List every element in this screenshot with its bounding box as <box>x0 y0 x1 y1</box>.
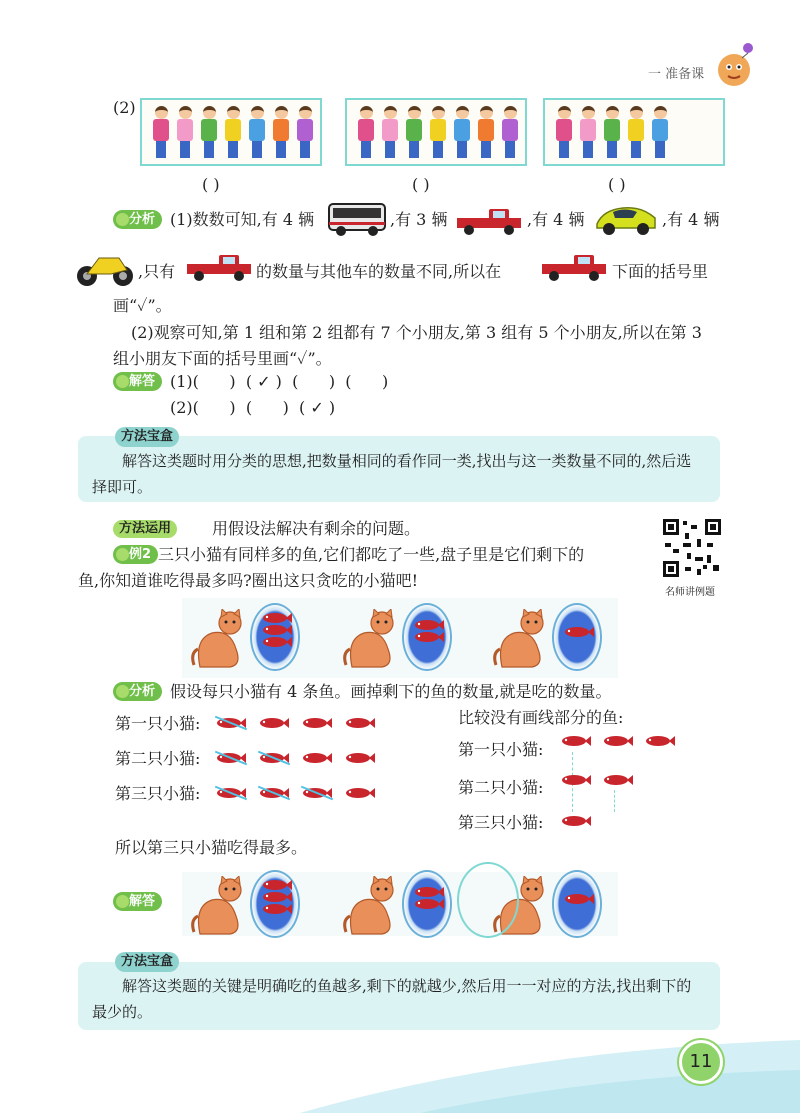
answer1-row1: (1)( ) ( ✓ ) ( ) ( ) <box>170 372 389 391</box>
child-figure <box>603 106 621 160</box>
analysis1-text-c: ,有 4 辆 <box>527 210 585 229</box>
plate <box>402 603 452 671</box>
fish-icon <box>414 898 444 910</box>
page-number: 11 <box>679 1040 723 1084</box>
fish-icon <box>556 774 596 786</box>
answer-tag: 解答 <box>113 892 162 911</box>
truck-icon <box>540 252 608 282</box>
child-figure <box>651 106 669 160</box>
compare-cat1: 第一只小猫: <box>458 740 544 759</box>
mascot-icon <box>712 40 758 92</box>
child-figure <box>357 106 375 160</box>
analysis1-text-a: (1)数数可知,有 4 辆 <box>170 210 315 229</box>
method-use-tag: 方法运用 <box>113 520 177 538</box>
cat-icon <box>342 876 404 936</box>
plate <box>250 603 300 671</box>
child-figure <box>248 106 266 160</box>
fish-icon <box>341 717 379 729</box>
fish-icon <box>640 735 680 747</box>
child-figure <box>429 106 447 160</box>
cat3-label: 第三只小猫: <box>115 784 201 803</box>
analysis1-text-g: 下面的括号里 <box>612 262 709 281</box>
motorcycle-icon <box>75 248 135 288</box>
fish-icon <box>255 717 293 729</box>
compare-cat3: 第三只小猫: <box>458 813 544 832</box>
method-box-1-title: 方法宝盒 <box>115 427 179 447</box>
analysis1-text-f: 的数量与其他车的数量不同,所以在 <box>256 262 502 281</box>
fish-icon <box>598 735 638 747</box>
example2-text-2: 鱼,你知道谁吃得最多吗?圈出这只贪吃的小猫吧! <box>78 571 419 590</box>
fish-icon <box>262 879 292 891</box>
fish-icon <box>341 787 379 799</box>
analysis1-text-i: (2)观察可知,第 1 组和第 2 组都有 7 个小朋友,第 3 组有 5 个小朋友,所以在第 3 <box>131 323 702 342</box>
conclusion-text: 所以第三只小猫吃得最多。 <box>115 838 308 857</box>
bus-icon <box>327 198 387 238</box>
fish-icon <box>414 886 444 898</box>
example2-text-1: 三只小猫有同样多的鱼,它们都吃了一些,盘子里是它们剩下的 <box>158 545 585 564</box>
plate <box>402 870 452 938</box>
qr-caption: 名师讲例题 <box>665 587 715 598</box>
example2-tag: 例2 <box>113 545 158 564</box>
fish-icon <box>564 626 594 638</box>
analysis1-text-h: 画“✓”。 <box>113 296 172 315</box>
analysis1-text-j: 组小朋友下面的括号里画“✓”。 <box>113 349 332 368</box>
answer-paren-1[interactable]: ( ) <box>202 175 220 194</box>
part2-label: (2) <box>113 98 136 117</box>
answer-paren-3[interactable]: ( ) <box>608 175 626 194</box>
selected-cat-circle[interactable] <box>457 862 519 938</box>
analysis-tag: 分析 <box>113 210 162 229</box>
child-figure <box>405 106 423 160</box>
analysis-tag: 分析 <box>113 682 162 701</box>
fish-icon <box>564 893 594 905</box>
compare-cat2: 第二只小猫: <box>458 778 544 797</box>
chapter-header: 一 准备课 <box>648 67 705 82</box>
analysis1-text-d: ,有 4 辆 <box>662 210 720 229</box>
method-box-2-title: 方法宝盒 <box>115 952 179 972</box>
sports-car-icon <box>593 198 659 238</box>
child-figure <box>627 106 645 160</box>
fish-icon <box>262 903 292 915</box>
child-figure <box>579 106 597 160</box>
fish-icon <box>262 891 292 903</box>
correspondence-line <box>614 790 615 812</box>
child-figure <box>176 106 194 160</box>
fish-icon <box>556 735 596 747</box>
child-figure <box>200 106 218 160</box>
fish-icon <box>414 631 444 643</box>
truck-icon <box>185 252 253 282</box>
fish-icon <box>414 619 444 631</box>
plate <box>552 870 602 938</box>
child-figure <box>453 106 471 160</box>
child-figure <box>501 106 519 160</box>
cat2-label: 第二只小猫: <box>115 749 201 768</box>
plate <box>552 603 602 671</box>
fish-icon <box>298 752 336 764</box>
analysis1-text-e: ,只有 <box>138 262 176 281</box>
qr-code-icon[interactable] <box>661 517 723 579</box>
cat-icon <box>342 609 404 669</box>
child-figure <box>555 106 573 160</box>
method-box-2-text: 解答这类题的关键是明确吃的鱼越多,剩下的就越少,然后用一一对应的方法,找出剩下的最少的。 <box>92 977 692 1021</box>
plate <box>250 870 300 938</box>
answer1-row2: (2)( ) ( ) ( ✓ ) <box>170 398 336 417</box>
method-box-1-text: 解答这类题时用分类的思想,把数量相同的看作同一类,找出与这一类数量不同的,然后选择即可。 <box>92 452 692 496</box>
answer-paren-2[interactable]: ( ) <box>412 175 430 194</box>
compare-title: 比较没有画线部分的鱼: <box>458 708 624 727</box>
cat-icon <box>492 609 554 669</box>
child-figure <box>477 106 495 160</box>
fish-icon <box>556 815 596 827</box>
fish-icon <box>262 612 292 624</box>
cat-icon <box>190 876 252 936</box>
fish-icon <box>298 717 336 729</box>
fish-icon <box>341 752 379 764</box>
fish-icon <box>262 624 292 636</box>
child-figure <box>381 106 399 160</box>
fish-icon <box>598 774 638 786</box>
answer-tag: 解答 <box>113 372 162 391</box>
child-figure <box>272 106 290 160</box>
analysis1-text-b: ,有 3 辆 <box>390 210 448 229</box>
cat-icon <box>190 609 252 669</box>
truck-icon <box>455 206 523 236</box>
method-box-1 <box>78 436 720 502</box>
method-use-text: 用假设法解决有剩余的问题。 <box>212 519 421 538</box>
analysis2-text: 假设每只小猫有 4 条鱼。画掉剩下的鱼的数量,就是吃的数量。 <box>170 682 612 701</box>
fish-icon <box>262 636 292 648</box>
child-figure <box>296 106 314 160</box>
child-figure <box>224 106 242 160</box>
child-figure <box>152 106 170 160</box>
cat1-label: 第一只小猫: <box>115 714 201 733</box>
